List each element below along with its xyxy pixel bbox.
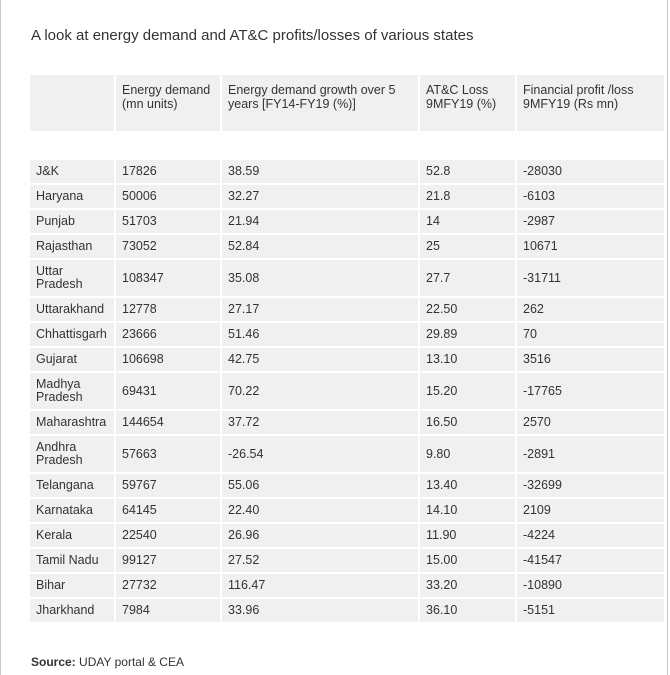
row-demand-growth-cell: 52.84 — [222, 233, 420, 258]
row-atc-loss-cell: 13.10 — [420, 346, 517, 371]
row-energy-demand-cell: 59767 — [116, 472, 222, 497]
row-financial-profit-loss-cell: 3516 — [517, 346, 664, 371]
table-row — [30, 547, 664, 572]
row-energy-demand-cell: 144654 — [116, 409, 222, 434]
row-atc-loss-cell: 11.90 — [420, 522, 517, 547]
row-atc-loss-cell: 13.40 — [420, 472, 517, 497]
row-state-cell: Uttarakhand — [30, 296, 116, 321]
row-financial-profit-loss-cell: -41547 — [517, 547, 664, 572]
row-energy-demand-cell: 7984 — [116, 597, 222, 622]
row-atc-loss-cell: 9.80 — [420, 434, 517, 472]
row-energy-demand-cell: 22540 — [116, 522, 222, 547]
row-atc-loss-cell: 16.50 — [420, 409, 517, 434]
row-financial-profit-loss-cell: -31711 — [517, 258, 664, 296]
row-state-cell: Andhra Pradesh — [30, 434, 116, 472]
row-financial-profit-loss-cell: -17765 — [517, 371, 664, 409]
row-financial-profit-loss-cell: -2891 — [517, 434, 664, 472]
row-atc-loss-cell: 22.50 — [420, 296, 517, 321]
row-energy-demand-cell: 69431 — [116, 371, 222, 409]
row-state-cell: Kerala — [30, 522, 116, 547]
row-state-cell: Tamil Nadu — [30, 547, 116, 572]
row-demand-growth-cell: 70.22 — [222, 371, 420, 409]
row-state-cell: Gujarat — [30, 346, 116, 371]
table-row — [30, 409, 664, 434]
table-row — [30, 321, 664, 346]
header-cell-state — [30, 75, 116, 131]
row-atc-loss-cell: 36.10 — [420, 597, 517, 622]
spacer-row — [30, 131, 664, 158]
data-table — [30, 75, 664, 622]
table-row — [30, 158, 664, 183]
row-energy-demand-cell: 64145 — [116, 497, 222, 522]
source-text: UDAY portal & CEA — [79, 655, 184, 669]
row-financial-profit-loss-cell: -28030 — [517, 158, 664, 183]
row-atc-loss-cell: 15.00 — [420, 547, 517, 572]
row-financial-profit-loss-cell: 262 — [517, 296, 664, 321]
header-cell-energy-demand: Energy demand (mn units) — [116, 75, 222, 131]
table-body — [30, 131, 664, 622]
table-row — [30, 434, 664, 472]
row-demand-growth-cell: 26.96 — [222, 522, 420, 547]
row-atc-loss-cell: 29.89 — [420, 321, 517, 346]
table-row — [30, 597, 664, 622]
row-financial-profit-loss-cell: 10671 — [517, 233, 664, 258]
row-demand-growth-cell: 22.40 — [222, 497, 420, 522]
row-energy-demand-cell: 51703 — [116, 208, 222, 233]
table-row — [30, 497, 664, 522]
row-energy-demand-cell: 99127 — [116, 547, 222, 572]
table-row — [30, 572, 664, 597]
row-demand-growth-cell: 116.47 — [222, 572, 420, 597]
table-row — [30, 346, 664, 371]
row-demand-growth-cell: 27.17 — [222, 296, 420, 321]
row-atc-loss-cell: 52.8 — [420, 158, 517, 183]
table-row — [30, 522, 664, 547]
row-state-cell: Bihar — [30, 572, 116, 597]
header-cell-financial-profit-loss: Financial profit /loss 9MFY19 (Rs mn) — [517, 75, 664, 131]
row-demand-growth-cell: -26.54 — [222, 434, 420, 472]
row-demand-growth-cell: 35.08 — [222, 258, 420, 296]
row-financial-profit-loss-cell: -10890 — [517, 572, 664, 597]
row-demand-growth-cell: 37.72 — [222, 409, 420, 434]
row-demand-growth-cell: 33.96 — [222, 597, 420, 622]
row-financial-profit-loss-cell: -5151 — [517, 597, 664, 622]
row-state-cell: Madhya Pradesh — [30, 371, 116, 409]
table-row — [30, 296, 664, 321]
row-energy-demand-cell: 12778 — [116, 296, 222, 321]
row-financial-profit-loss-cell: -6103 — [517, 183, 664, 208]
row-financial-profit-loss-cell: -32699 — [517, 472, 664, 497]
row-energy-demand-cell: 17826 — [116, 158, 222, 183]
source-label: Source: — [31, 655, 76, 669]
row-energy-demand-cell: 50006 — [116, 183, 222, 208]
row-financial-profit-loss-cell: -4224 — [517, 522, 664, 547]
row-energy-demand-cell: 108347 — [116, 258, 222, 296]
row-atc-loss-cell: 27.7 — [420, 258, 517, 296]
row-atc-loss-cell: 14 — [420, 208, 517, 233]
row-financial-profit-loss-cell: -2987 — [517, 208, 664, 233]
header-cell-demand-growth: Energy demand growth over 5 years [FY14-FY19 (%)] — [222, 75, 420, 131]
row-state-cell: Chhattisgarh — [30, 321, 116, 346]
row-state-cell: Karnataka — [30, 497, 116, 522]
row-state-cell: Rajasthan — [30, 233, 116, 258]
row-energy-demand-cell: 27732 — [116, 572, 222, 597]
row-energy-demand-cell: 106698 — [116, 346, 222, 371]
row-demand-growth-cell: 32.27 — [222, 183, 420, 208]
row-state-cell: Haryana — [30, 183, 116, 208]
row-demand-growth-cell: 38.59 — [222, 158, 420, 183]
row-state-cell: Punjab — [30, 208, 116, 233]
header-row — [30, 75, 664, 131]
header-cell-atc-loss: AT&C Loss 9MFY19 (%) — [420, 75, 517, 131]
table-row — [30, 208, 664, 233]
row-demand-growth-cell: 55.06 — [222, 472, 420, 497]
row-atc-loss-cell: 14.10 — [420, 497, 517, 522]
row-energy-demand-cell: 57663 — [116, 434, 222, 472]
row-financial-profit-loss-cell: 2570 — [517, 409, 664, 434]
table-row — [30, 258, 664, 296]
row-financial-profit-loss-cell: 70 — [517, 321, 664, 346]
row-atc-loss-cell: 21.8 — [420, 183, 517, 208]
row-demand-growth-cell: 27.52 — [222, 547, 420, 572]
table-row — [30, 233, 664, 258]
row-atc-loss-cell: 33.20 — [420, 572, 517, 597]
row-state-cell: Telangana — [30, 472, 116, 497]
chart-title: A look at energy demand and AT&C profits/losses of various states — [31, 27, 474, 44]
row-demand-growth-cell: 42.75 — [222, 346, 420, 371]
row-state-cell: Uttar Pradesh — [30, 258, 116, 296]
table-row — [30, 472, 664, 497]
row-atc-loss-cell: 15.20 — [420, 371, 517, 409]
row-atc-loss-cell: 25 — [420, 233, 517, 258]
row-energy-demand-cell: 23666 — [116, 321, 222, 346]
row-energy-demand-cell: 73052 — [116, 233, 222, 258]
row-state-cell: J&K — [30, 158, 116, 183]
row-financial-profit-loss-cell: 2109 — [517, 497, 664, 522]
row-state-cell: Maharashtra — [30, 409, 116, 434]
row-demand-growth-cell: 51.46 — [222, 321, 420, 346]
table-row — [30, 371, 664, 409]
source-note — [31, 655, 184, 669]
row-demand-growth-cell: 21.94 — [222, 208, 420, 233]
table-row — [30, 183, 664, 208]
row-state-cell: Jharkhand — [30, 597, 116, 622]
